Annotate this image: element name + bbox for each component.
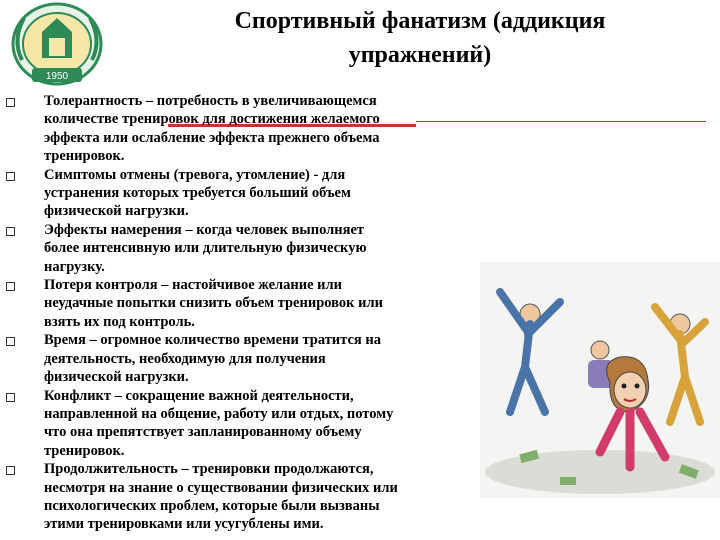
criteria-line: психологических проблем, которые были вызваны	[44, 497, 380, 514]
criteria-line: Толерантность – потребность в увеличивающемся	[44, 93, 377, 109]
criteria-item	[0, 331, 500, 386]
title-line-1: Спортивный фанатизм (аддикция	[234, 8, 606, 34]
square-bullet-icon	[6, 282, 15, 291]
criteria-list	[0, 92, 500, 534]
criteria-line: неудачные попытки снизить объем тренировок или	[44, 295, 383, 312]
criteria-line: тренировок.	[44, 148, 125, 165]
square-bullet-icon	[6, 466, 15, 475]
square-bullet-icon	[6, 98, 15, 107]
criteria-item	[0, 221, 500, 276]
criteria-line: эффекта или ослабление эффекта прежнего объема	[44, 129, 380, 146]
title-line-2: упражнений)	[348, 42, 492, 68]
criteria-line: Потеря контроля – настойчивое желание или	[44, 277, 343, 294]
criteria-line: устранения которых требуется больший объем	[44, 185, 351, 202]
criteria-line: нагрузку.	[44, 258, 105, 275]
criteria-line: Конфликт – сокращение важной деятельности,	[44, 387, 354, 404]
criteria-item	[0, 460, 500, 534]
criteria-line: взять их под контроль.	[44, 313, 195, 330]
criteria-line: количестве тренировок для достижения желаемого	[44, 111, 380, 128]
criteria-line: Продолжительность – тренировки продолжаются,	[44, 461, 374, 478]
page-title	[150, 4, 690, 72]
criteria-line: Эффекты намерения – когда человек выполняет	[44, 221, 365, 238]
exercise-illustration	[480, 262, 720, 498]
criteria-line: более интенсивную или длительную физическую	[44, 240, 367, 257]
square-bullet-icon	[6, 172, 15, 181]
criteria-line: физической нагрузки.	[44, 369, 189, 386]
criteria-line: несмотря на знание о существовании физических или	[44, 479, 398, 496]
criteria-line: направленной на общение, работу или отдых, потому	[44, 405, 394, 422]
criteria-item	[0, 276, 500, 331]
criteria-item	[0, 166, 500, 221]
criteria-line: Симптомы отмены (тревога, утомление) - для	[44, 166, 346, 183]
criteria-line: Время – огромное количество времени тратится на	[44, 332, 381, 349]
criteria-line: что она препятствует запланированному объему	[44, 424, 362, 441]
square-bullet-icon	[6, 337, 15, 346]
square-bullet-icon	[6, 227, 15, 236]
criteria-line: физической нагрузки.	[44, 203, 189, 220]
criteria-item	[0, 387, 500, 461]
emblem-year: 1950	[45, 71, 69, 82]
criteria-line: тренировок.	[44, 442, 125, 459]
emblem-icon	[2, 0, 112, 96]
square-bullet-icon	[6, 393, 15, 402]
criteria-item	[0, 92, 500, 166]
criteria-line: этими тренировками или усугублены ими.	[44, 516, 324, 533]
criteria-line: деятельность, необходимую для получения	[44, 350, 326, 367]
